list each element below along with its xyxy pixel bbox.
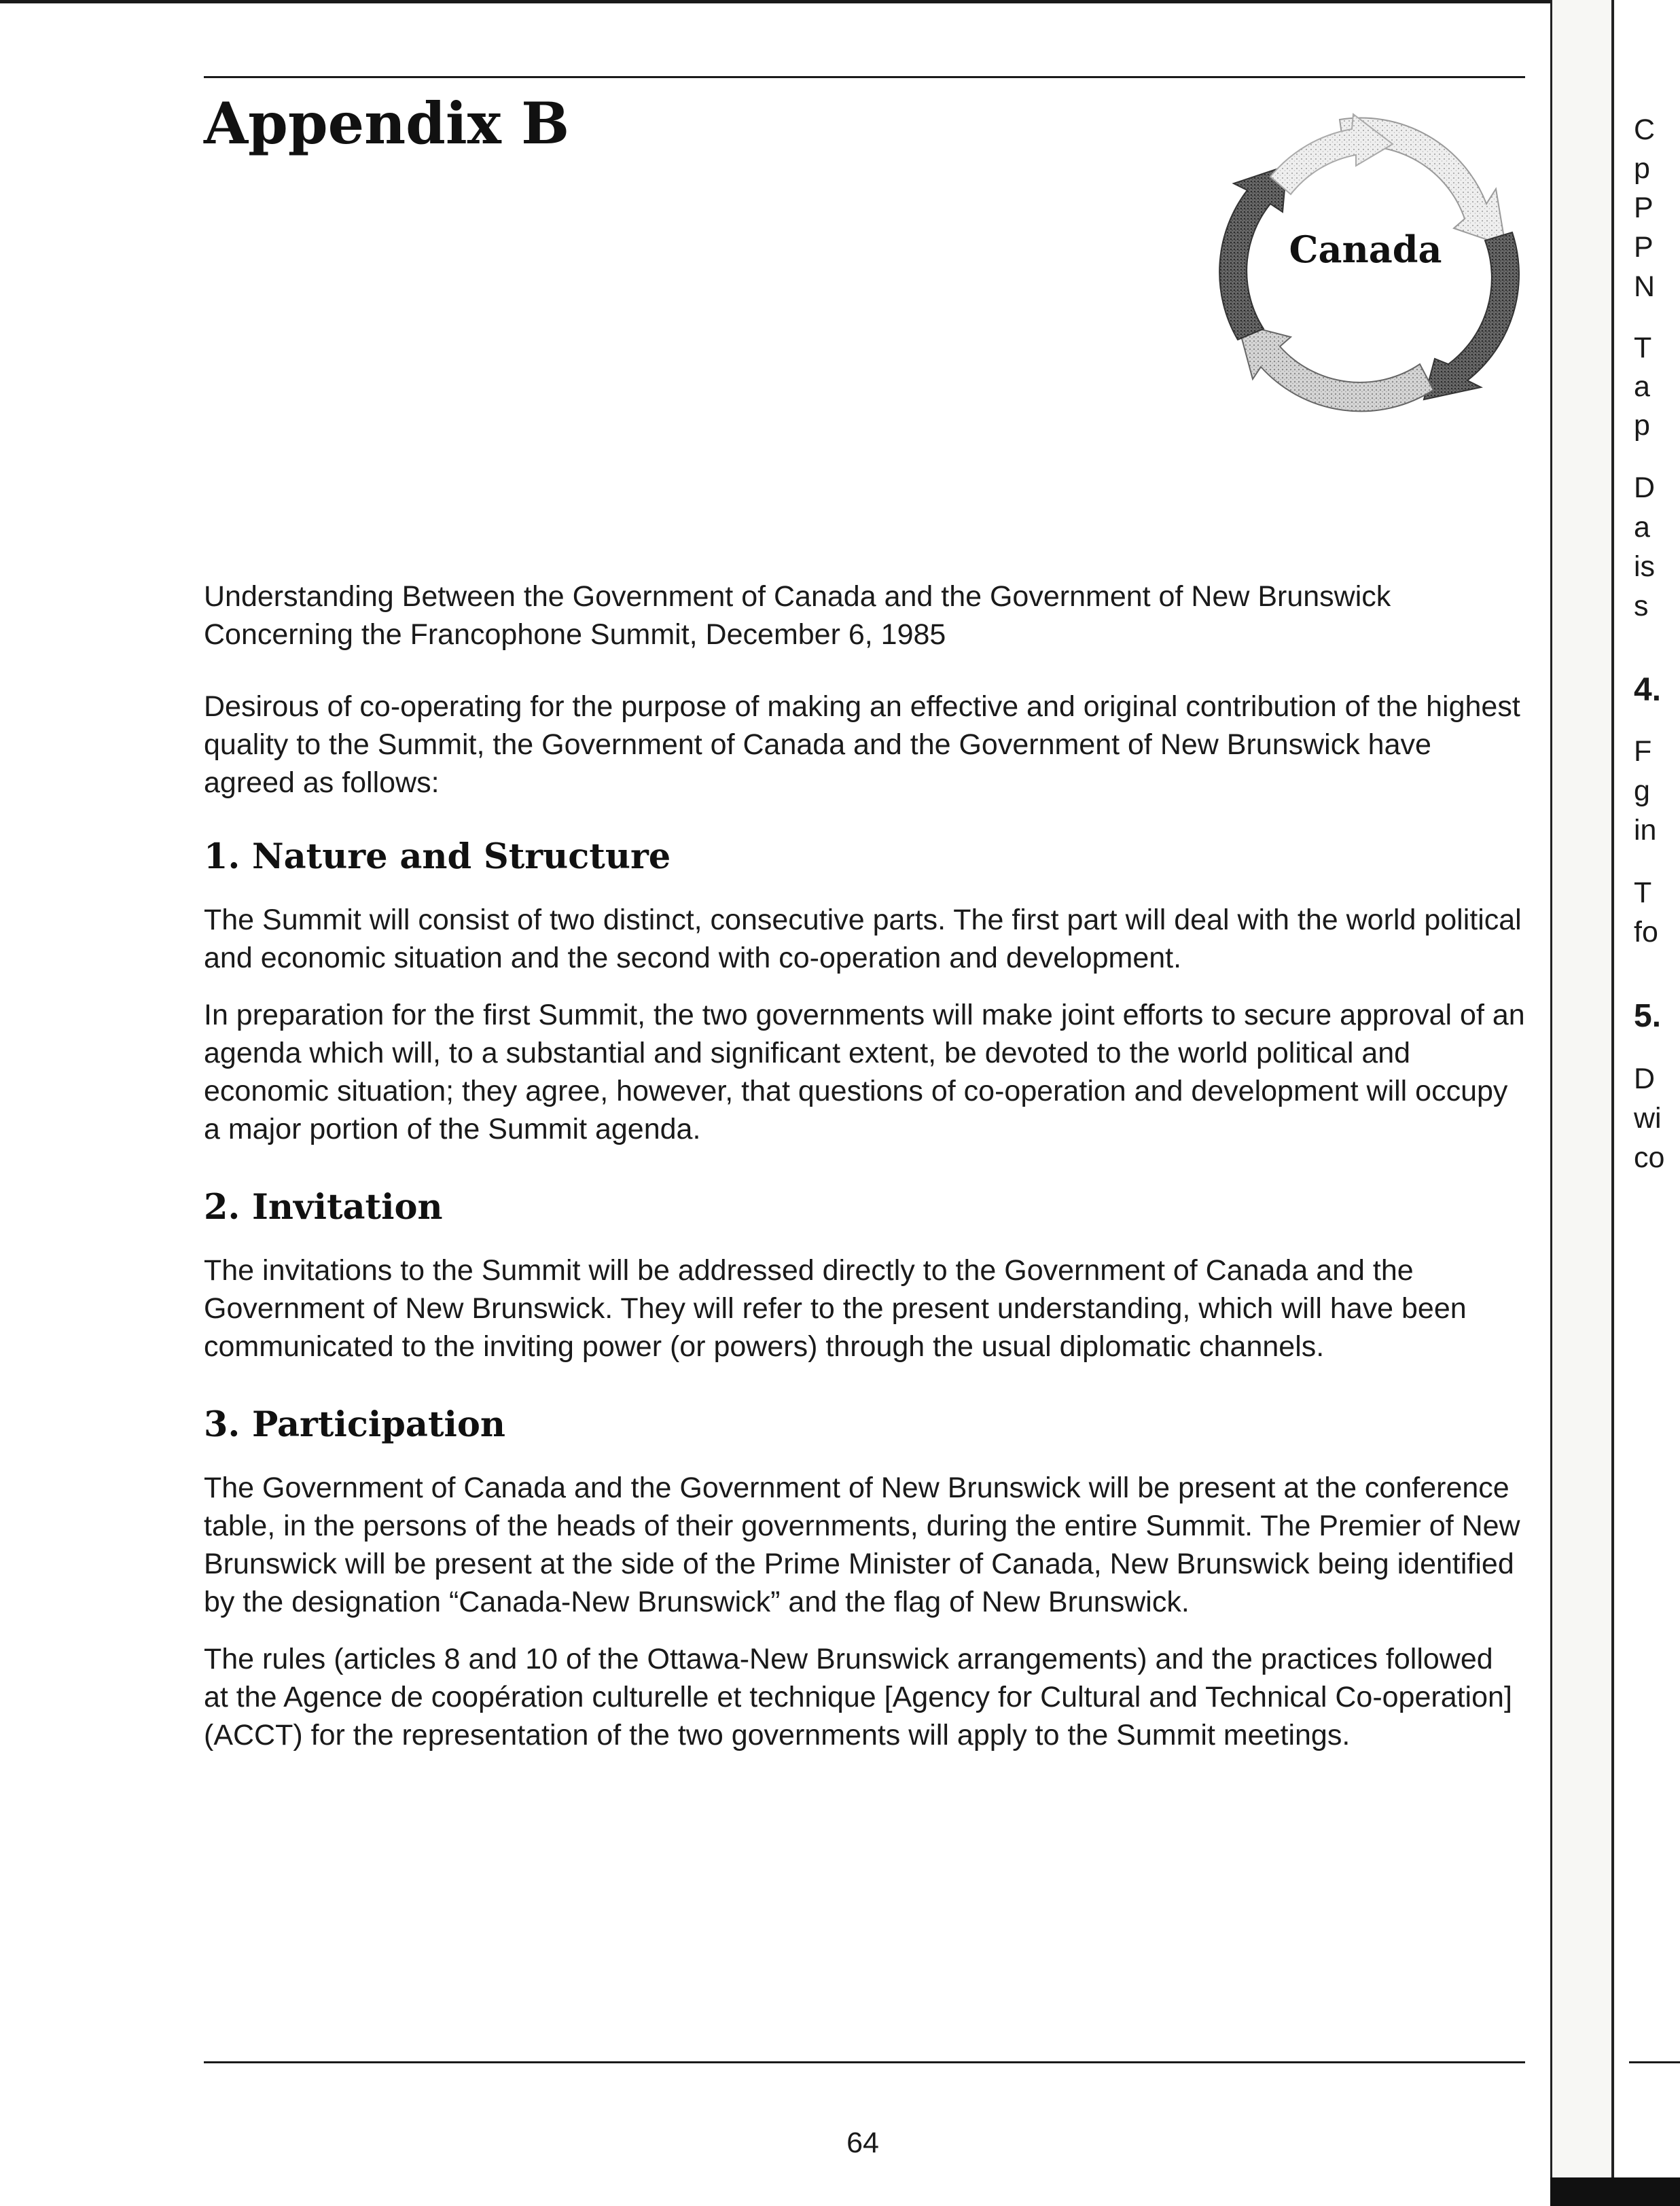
page-number: 64 — [846, 2127, 879, 2159]
paragraph: In preparation for the first Summit, the two governments will make joint efforts to secure approval of an agenda which will, to a substantial and significant extent, be devoted to the world political and economic situation; they agree, however, that questions of co-operation and development will occupy a major portion of the Summit agenda. — [204, 999, 1525, 1145]
facing-page-text: p — [1634, 409, 1650, 442]
facing-page-edge — [1627, 0, 1680, 2206]
gutter-edge-line — [1550, 0, 1552, 2206]
page-title: Appendix B — [204, 90, 570, 157]
facing-page-text: g — [1634, 775, 1650, 807]
logo-wordmark: Canada — [1289, 228, 1442, 271]
preamble-paragraph: Desirous of co-operating for the purpose of making an effective and original contribution of the highest quality to the Summit, the Government of Canada and the Government of New Brunswick have agreed as follows: — [204, 690, 1520, 799]
facing-page-text: co — [1634, 1141, 1665, 1174]
facing-page-text: T — [1634, 332, 1652, 364]
canada-logo — [1196, 95, 1535, 421]
scan-edge-line — [0, 0, 1576, 3]
paragraph: The Government of Canada and the Government of New Brunswick will be present at the conference table, in the persons of the heads of their governments, during the entire Summit. The Premier of New Brunswick will be present at the side of the Prime Minister of Canada, New Brunswick being identified by the designation “Canada-New Brunswick” and the flag of New Brunswick. — [204, 1472, 1520, 1618]
facing-page-text: in — [1634, 814, 1657, 847]
facing-page-text: s — [1634, 590, 1649, 622]
paragraph: The invitations to the Summit will be addressed directly to the Government of Canada and the Government of New Brunswick. They will refer to the present understanding, which will have been communicated to the inviting power (or powers) through the usual diplomatic channels. — [204, 1254, 1467, 1363]
book-gutter — [1550, 0, 1615, 2206]
facing-page-text: wi — [1634, 1102, 1662, 1135]
facing-page-heading: 5. — [1634, 998, 1662, 1034]
facing-page-text: is — [1634, 550, 1656, 583]
facing-page-text: p — [1634, 152, 1650, 185]
paragraph: The rules (articles 8 and 10 of the Ottawa-New Brunswick arrangements) and the practices followed at the Agence de coopération culturelle et technique [Agency for Cultural and Technical Co-operation] (ACCT) for the representation of the two governments will apply to the Summit meetings. — [204, 1643, 1512, 1751]
facing-page-text: a — [1634, 511, 1650, 544]
facing-page-text: N — [1634, 270, 1656, 303]
facing-page-text: a — [1634, 370, 1650, 403]
gutter-edge-line — [1611, 0, 1614, 2206]
facing-page-text: fo — [1634, 916, 1658, 948]
section-heading-nature-structure: 1. Nature and Structure — [204, 836, 671, 877]
facing-page-text: P — [1634, 192, 1654, 224]
facing-page-text: F — [1634, 735, 1652, 768]
facing-page-text: T — [1634, 876, 1652, 909]
facing-page-text: D — [1634, 1063, 1656, 1095]
paragraph: The Summit will consist of two distinct, consecutive parts. The first part will deal with the world political and economic situation and the second with co-operation and development. — [204, 904, 1522, 974]
facing-page-text: P — [1634, 231, 1654, 264]
footer-rule — [204, 2061, 1525, 2063]
document-heading: Understanding Between the Government of Canada and the Government of New Brunswick Concerning the Francophone Summit, December 6, 1985 — [204, 580, 1391, 651]
header-rule — [204, 76, 1525, 78]
section-heading-invitation: 2. Invitation — [204, 1187, 443, 1228]
scan-shadow — [1550, 2177, 1680, 2206]
facing-page-text: D — [1634, 472, 1656, 504]
facing-page-rule — [1629, 2061, 1680, 2063]
document-body — [204, 577, 1525, 1773]
facing-page-heading: 4. — [1634, 672, 1662, 708]
section-heading-participation: 3. Participation — [204, 1404, 505, 1445]
facing-page-text: C — [1634, 113, 1656, 146]
